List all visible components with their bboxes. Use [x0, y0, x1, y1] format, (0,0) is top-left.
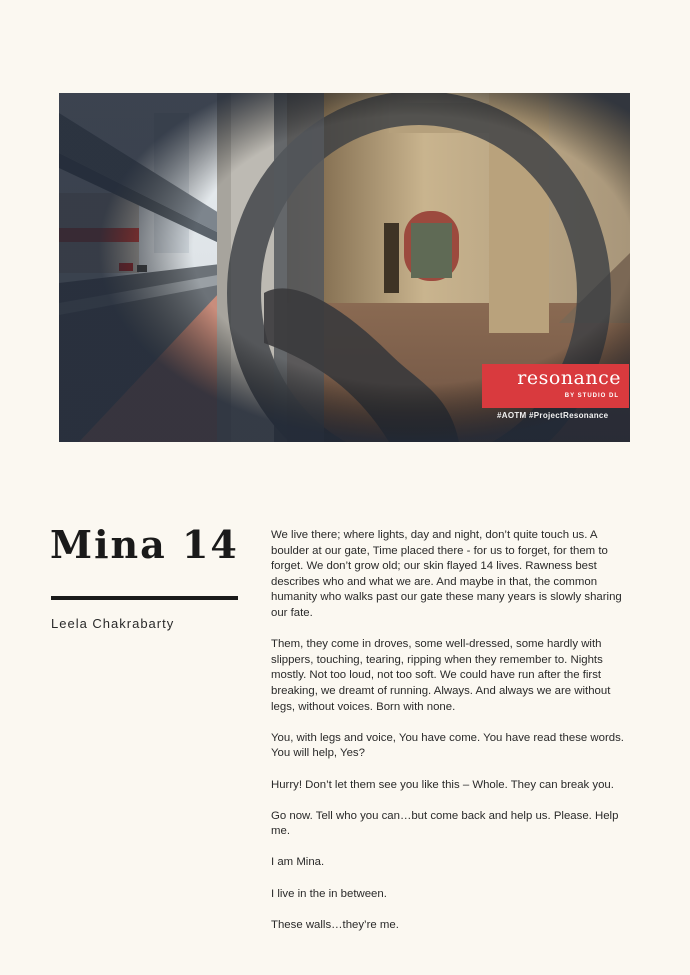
resonance-logo: resonance [517, 367, 621, 389]
paragraph: We live there; where lights, day and night, don’t quite touch us. A boulder at our gate, Time placed there - for us to forget, for them to forget. We don’t grow old; our skin flayed 14 lives. Rawness best describes who and what we are. And maybe in that, the common humanity who walks past our gate these many years is slowly sharing our fate. [271, 529, 622, 619]
resonance-badge [482, 364, 629, 408]
title-divider [51, 596, 238, 600]
paragraph: These walls…they’re me. [271, 918, 399, 931]
paragraph: I live in the in between. [271, 887, 387, 900]
resonance-byline: BY STUDIO DL [564, 393, 619, 399]
paragraph: Them, they come in droves, some well-dressed, some hardly with slippers, touching, tearing, ripping when they remember to. Nights mostly. Not too loud, not too soft. We could have run after the first breaking, we dreamt of running. Always. And always we are without legs, without voices. Born with none. [271, 638, 611, 713]
photo-hashtags: #AOTM #ProjectResonance [497, 411, 609, 420]
article-body [271, 528, 631, 949]
article-title: Mina 14 [50, 522, 239, 567]
paragraph: Hurry! Don’t let them see you like this – Whole. They can break you. [271, 778, 614, 791]
paragraph: I am Mina. [271, 856, 325, 869]
paragraph: You, with legs and voice, You have come. You have read these words. You will help, Yes? [271, 731, 624, 760]
article-author: Leela Chakrabarty [51, 616, 175, 631]
paragraph: Go now. Tell who you can…but come back and help us. Please. Help me. [271, 809, 619, 838]
